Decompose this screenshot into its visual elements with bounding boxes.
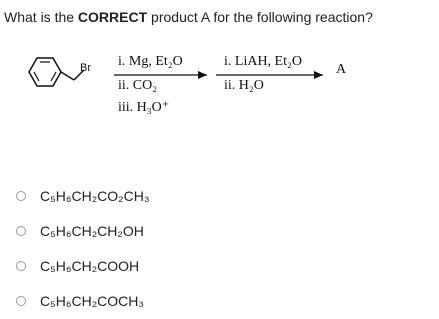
answer-option-3-label: C₅H₆CH₂COOH [40,257,140,274]
radio-button-3[interactable] [16,261,26,271]
answer-option-1-label: C₅H₆CH₂CO₂CH₃ [40,187,150,204]
radio-button-2[interactable] [16,226,26,236]
radio-button-4[interactable] [16,296,26,306]
reaction-diagram [26,44,356,134]
bromine-label: Br [80,62,91,74]
step2-reagent-1: i. LiAH, Et₂O [224,54,302,69]
question-text [4,8,435,26]
answer-option-1[interactable] [16,178,336,213]
step2-reagent-2: ii. H₂O [224,78,264,93]
question-emphasis: CORRECT [77,9,148,25]
question-suffix: product A for the following reaction? [147,9,373,25]
step1-reagent-3: iii. H₃O⁺ [118,100,170,115]
answer-option-4-label: C₅H₆CH₂COCH₃ [40,292,145,309]
answer-option-3[interactable] [16,248,336,283]
radio-button-1[interactable] [16,191,26,201]
answer-options [16,178,336,318]
ch2-bond-1 [61,72,74,80]
question-prefix: What is the [4,9,78,25]
answer-option-2-label: C₅H₆CH₂CH₂OH [40,222,144,239]
step1-reagent-1: i. Mg, Et₂O [118,54,183,69]
arrowhead-2 [314,71,323,79]
step1-reagent-2: ii. CO₂ [118,78,158,93]
arrowhead-1 [198,71,207,79]
benzene-double-bond-2 [34,72,39,81]
answer-option-4[interactable] [16,283,336,318]
answer-option-2[interactable] [16,213,336,248]
reaction-scheme [26,44,356,134]
benzene-double-bond-3 [51,72,56,81]
product-a-label: A [336,62,347,77]
